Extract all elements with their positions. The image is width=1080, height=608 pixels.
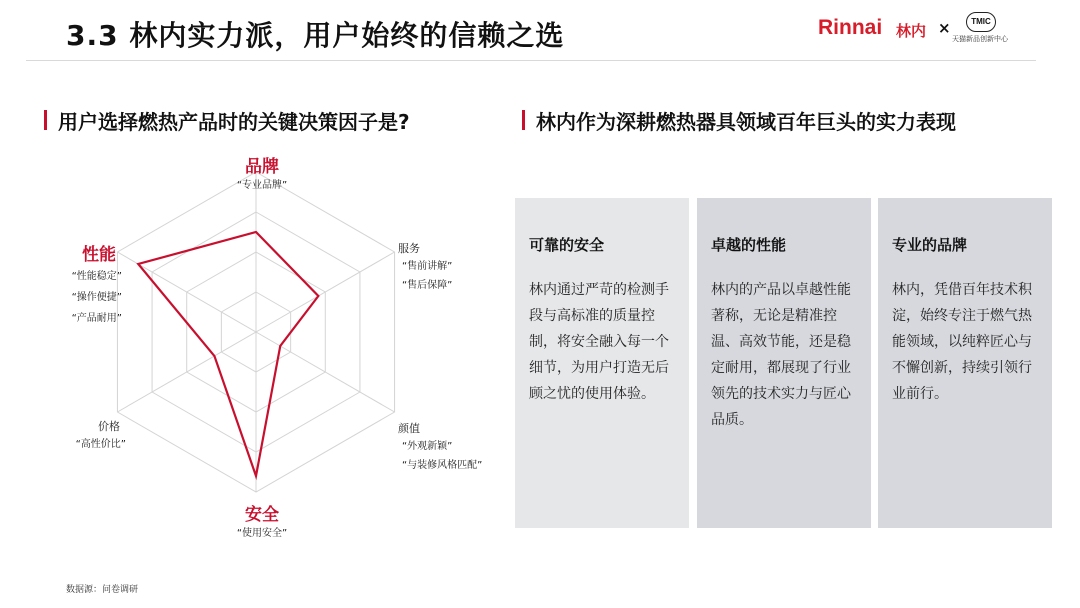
tmic-logo (952, 12, 1042, 46)
card-title: 可靠的安全 (529, 236, 605, 254)
radar-axis-label: 品牌 (245, 157, 279, 177)
radar-axis-label: 价格 (98, 420, 120, 433)
data-source-note: 数据源：问卷调研 (66, 585, 139, 595)
header-divider (26, 60, 1036, 61)
card-title: 卓越的性能 (711, 236, 787, 254)
radar-axis-sublabel: “与装修风格匹配” (402, 460, 483, 471)
radar-axis-label: 安全 (245, 505, 279, 525)
card-performance (697, 198, 871, 528)
radar-axis-sublabel: “外观新颖” (402, 441, 453, 452)
radar-axis-sublabel: “操作便捷” (71, 292, 122, 303)
page-title: 3.3 林内实力派，用户始终的信赖之选 (66, 19, 565, 52)
card-body: 林内的产品以卓越性能著称，无论是精准控温、高效节能，还是稳定耐用，都展现了行业领先的技术实力与匠心品质。 (711, 282, 851, 428)
tmic-caption: 天猫新品创新中心 (952, 35, 1008, 43)
card-brand (878, 198, 1052, 528)
rinnai-logo: Rinnai (818, 16, 883, 39)
rinnai-cn-logo: 林内 (896, 22, 927, 40)
right-section-heading: 林内作为深耕燃热器具领域百年巨头的实力表现 (536, 106, 956, 135)
radar-axis-sublabel: “使用安全” (236, 528, 288, 539)
card-body: 林内通过严苛的检测手段与高标准的质量控制，将安全融入每一个细节，为用户打造无后顾之忧的使用体验。 (529, 282, 669, 402)
radar-axis-sublabel: “产品耐用” (71, 313, 122, 324)
radar-axis-sublabel: “性能稳定” (71, 271, 122, 282)
left-section-heading: 用户选择燃热产品时的关键决策因子是? (58, 106, 410, 135)
radar-axis-sublabel: “专业品牌” (236, 180, 288, 191)
card-safety (515, 198, 689, 528)
radar-axis-sublabel: “高性价比” (75, 439, 126, 450)
radar-axis-sublabel: “售前讲解” (402, 261, 453, 272)
radar-chart (60, 150, 500, 550)
collab-cross: × (938, 19, 951, 37)
card-title: 专业的品牌 (892, 236, 968, 254)
radar-axis-label: 颜值 (398, 422, 420, 435)
radar-axis-label: 服务 (398, 242, 420, 255)
tmic-badge: TMIC (966, 12, 996, 32)
radar-axis-label: 性能 (82, 245, 116, 265)
card-body: 林内，凭借百年技术积淀，始终专注于燃气热能领域，以纯粹匠心与不懈创新，持续引领行业前行。 (892, 282, 1032, 402)
radar-axis-sublabel: “售后保障” (402, 280, 453, 291)
